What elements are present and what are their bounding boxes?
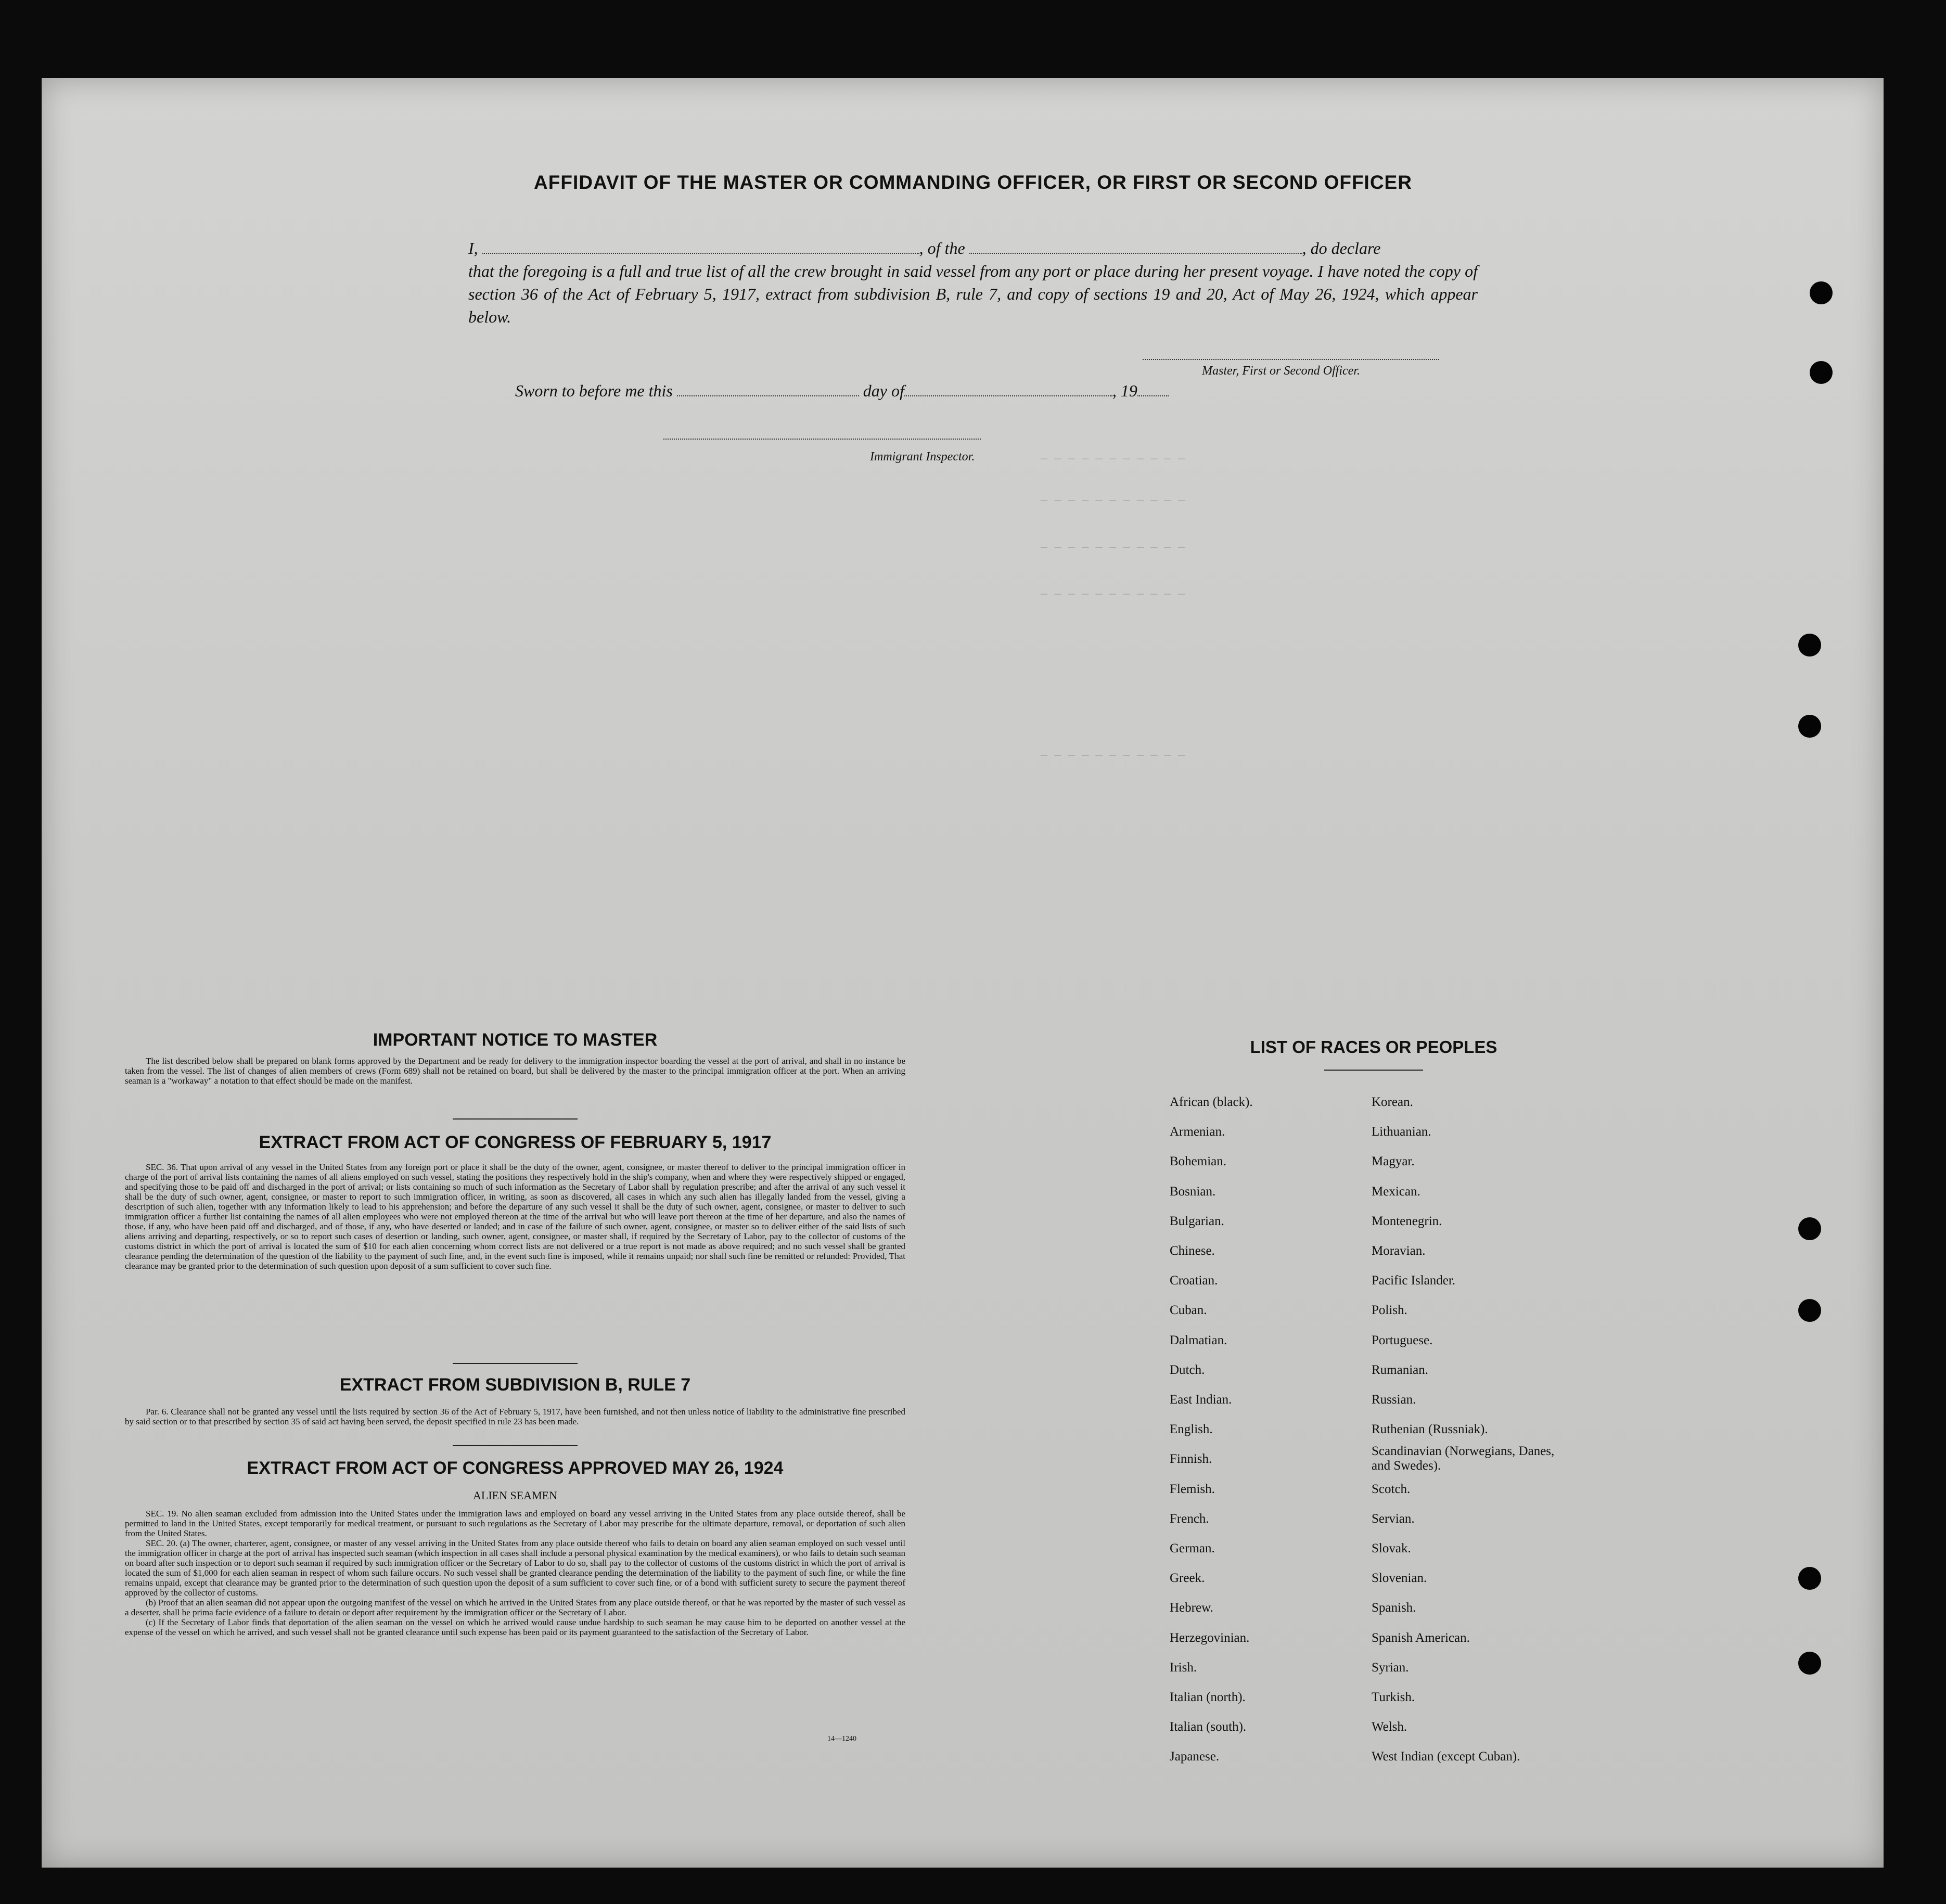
race-item: Portuguese.	[1372, 1333, 1433, 1347]
races-title: LIST OF RACES OR PEOPLES	[1250, 1037, 1497, 1057]
sworn-row	[515, 381, 1169, 401]
notice-paragraph: The list described below shall be prepared on blank forms approved by the Department and be ready for delivery to the immigration inspector boarding the vessel at the port of arrival, and shall in no instance be taken from the vessel. The list of changes of alien members of crews (Form 689) shall not be retained on board, but shall be delivered by the master to the principal immigration officer at the port. When an arriving seaman is a "workaway" a notation to that effect should be made on the manifest.	[125, 1056, 905, 1086]
race-item: Rumanian.	[1372, 1362, 1429, 1377]
race-item: Japanese.	[1170, 1749, 1220, 1764]
affidavit-body	[468, 237, 1478, 328]
divider	[453, 1363, 578, 1364]
act1924-sec20a: SEC. 20. (a) The owner, charterer, agent, consignee, or master of any vessel arriving in the United States from any place outside thereof who fails to detain on board any alien seaman employed on such vessel until the immigration officer in charge at the port of arrival has inspected such seaman (which inspection in all cases shall include a personal physical examination by the medical examiners), or who fails to detain such seaman on board after such inspection or to deport such seaman if required by such immigration officer or the Secretary of Labor to do so, shall pay to the collector of customs of the customs district in which the port of arrival is located the sum of $1,000 for each alien seaman in respect of whom such failure occurs. No such vessel shall be granted clearance pending the determination of the liability to the payment of such fine, or while the fine remains unpaid, except that clearance may be granted prior to the determination of such question upon the deposit of a sum sufficient to cover such fine, or of a bond with sufficient surety to secure the payment thereof approved by the collector of customs.	[125, 1538, 905, 1598]
vessel-field[interactable]	[969, 239, 1302, 254]
race-item: Armenian.	[1170, 1125, 1225, 1139]
race-item: Spanish American.	[1372, 1630, 1470, 1645]
race-item: Croatian.	[1170, 1273, 1218, 1288]
rule7-title: EXTRACT FROM SUBDIVISION B, RULE 7	[339, 1375, 691, 1395]
punch-hole	[1798, 634, 1821, 657]
act1924-subtitle: ALIEN SEAMEN	[473, 1489, 557, 1502]
races-left-column	[1170, 1087, 1253, 1772]
punch-hole	[1798, 1299, 1821, 1322]
race-item: Russian.	[1372, 1393, 1416, 1407]
race-item: Magyar.	[1372, 1154, 1415, 1169]
act1917-title: EXTRACT FROM ACT OF CONGRESS OF FEBRUARY 5, 1917	[259, 1133, 772, 1152]
race-item: Polish.	[1372, 1303, 1407, 1318]
name-field[interactable]	[482, 239, 919, 254]
race-item: West Indian (except Cuban).	[1372, 1749, 1520, 1764]
rule7-par6: Par. 6. Clearance shall not be granted any vessel until the lists required by section 36 of the Act of February 5, 1917, have been furnished, and not then unless notice of liability to the administrative fine prescribed by said section or to that prescribed by section 35 of said act having been served, the deposit specified in rule 23 has been made.	[125, 1407, 905, 1426]
punch-hole	[1810, 281, 1833, 304]
notice-title: IMPORTANT NOTICE TO MASTER	[373, 1030, 658, 1050]
race-item: Herzegovinian.	[1170, 1630, 1250, 1645]
race-item: Dalmatian.	[1170, 1333, 1227, 1347]
affidavit-i: I,	[468, 239, 478, 258]
race-item: Italian (north).	[1170, 1690, 1246, 1705]
act1917-sec36: SEC. 36. That upon arrival of any vessel in the United States from any foreign port or place it shall be the duty of the owner, agent, consignee, or master thereof to deliver to the principal immigration officer in charge of the port of arrival lists containing the names of all aliens employed on such vessel, stating the positions they respectively hold in the ship's company, when and where they were respectively shipped or engaged, and specifying those to be paid off and discharged in the port of arrival; or lists containing so much of such information as the Secretary of Labor shall by regulation prescribe; and after the arrival of any such vessel it shall be the duty of such owner, agent, consignee, or master to report to such immigration officer, in writing, as soon as discovered, all cases in which any such alien has illegally landed from the vessel, giving a description of such alien, together with any information likely to lead to his apprehension; and before the departure of any such vessel it shall be the duty of such owner, agent, consignee, or master to deliver to such immigration officer a further list containing the names of all alien employees who were not employed thereon at the time of the arrival but who will leave port thereon at the time of her departure, and also the names of those, if any, who have been paid off and discharged, and of those, if any, who have deserted or landed; and in case of the failure of such owner, agent, consignee, or master so to deliver either of the said lists of such aliens arriving and departing, respectively, or so to report such cases of desertion or landing, such owner, agent, consignee, or master shall, if required by the Secretary of Labor, pay to the collector of customs of the customs district in which the port of arrival is located the sum of $10 for each alien concerning whom correct lists are not delivered or a true report is not made as above required; and no such vessel shall be granted clearance pending the determination of the question of the liability to the payment of such fine, and, in the event such fine is imposed, while it remains unpaid; nor shall such fine be remitted or refunded: Provided, That clearance may be granted prior to the determination of such question upon deposit of a sum sufficient to cover such fine.	[125, 1162, 905, 1271]
divider	[1324, 1070, 1423, 1071]
race-item: Chinese.	[1170, 1244, 1215, 1258]
race-item: Slovak.	[1372, 1541, 1411, 1556]
race-item: Bohemian.	[1170, 1154, 1227, 1169]
race-item: Finnish.	[1170, 1452, 1212, 1466]
race-item: Spanish.	[1372, 1601, 1416, 1615]
rule7-text	[125, 1407, 905, 1426]
race-item: Flemish.	[1170, 1482, 1215, 1496]
form-number: 14—1240	[827, 1735, 856, 1743]
race-item: German.	[1170, 1541, 1215, 1556]
sworn-label: Sworn to before me this	[515, 381, 673, 400]
inspector-signature-line[interactable]	[663, 439, 981, 440]
day-of-label: day of	[863, 381, 904, 400]
race-item: Greek.	[1170, 1571, 1205, 1586]
race-item: Servian.	[1372, 1511, 1415, 1526]
race-item: Korean.	[1372, 1095, 1413, 1109]
punch-hole	[1798, 1217, 1821, 1240]
act1924-title: EXTRACT FROM ACT OF CONGRESS APPROVED MAY 26, 1924	[247, 1458, 784, 1478]
act1924-sec20c: (c) If the Secretary of Labor finds that deportation of the alien seaman on the vessel on which he arrived would cause undue hardship to such seaman he may cause him to be deported on another vessel at the expense of the vessel on which he arrived, and such vessel shall not be granted clearance until such expense has been paid or its payment guaranteed to the satisfaction of the Secretary of Labor.	[125, 1617, 905, 1637]
affidavit-do-declare: , do declare	[1302, 239, 1381, 258]
race-item: Dutch.	[1170, 1362, 1205, 1377]
race-item: Scotch.	[1372, 1482, 1411, 1496]
punch-hole	[1798, 1652, 1821, 1675]
race-item: Moravian.	[1372, 1244, 1426, 1258]
race-item: Mexican.	[1372, 1184, 1420, 1199]
race-item: Hebrew.	[1170, 1601, 1213, 1615]
bleed-through-text: — — — — — — — — — — —	[1041, 588, 1185, 601]
race-item: Italian (south).	[1170, 1720, 1247, 1734]
race-item: Ruthenian (Russniak).	[1372, 1422, 1488, 1437]
act1924-text	[125, 1509, 905, 1637]
punch-hole	[1798, 715, 1821, 738]
bleed-through-text: — — — — — — — — — — —	[1041, 749, 1185, 762]
affidavit-statement: that the foregoing is a full and true list of all the crew brought in said vessel from any port or place during her present voyage. I have noted the copy of section 36 of the Act of February 5, 1917, extract from subdivision B, rule 7, and copy of sections 19 and 20, Act of May 26, 1924, which appear below.	[468, 262, 1478, 326]
race-item: East Indian.	[1170, 1393, 1232, 1407]
bleed-through-text: — — — — — — — — — — —	[1041, 494, 1185, 507]
master-caption: Master, First or Second Officer.	[1202, 364, 1360, 378]
race-item: Lithuanian.	[1372, 1125, 1431, 1139]
act1924-sec19: SEC. 19. No alien seaman excluded from admission into the United States under the immigration laws and employed on board any vessel arriving in the United States from any place outside thereof, shall be permitted to land in the United States, except temporarily for medical treatment, or pursuant to such regulations as the Secretary of Labor may prescribe for the ultimate departure, removal, or deportation of such alien from the United States.	[125, 1509, 905, 1538]
inspector-caption: Immigrant Inspector.	[870, 450, 975, 464]
race-item: Bosnian.	[1170, 1184, 1216, 1199]
master-signature-line[interactable]	[1143, 359, 1439, 360]
race-item: French.	[1170, 1511, 1209, 1526]
race-item: Scandinavian (Norwegians, Danes, and Swedes).	[1372, 1444, 1555, 1473]
race-item: Bulgarian.	[1170, 1214, 1224, 1228]
year-label: , 19	[1112, 381, 1137, 400]
sworn-month-field[interactable]	[904, 382, 1112, 396]
race-item: Cuban.	[1170, 1303, 1207, 1318]
race-item: African (black).	[1170, 1095, 1253, 1109]
race-item: Slovenian.	[1372, 1571, 1427, 1586]
race-item: Irish.	[1170, 1660, 1197, 1675]
races-right-column	[1372, 1087, 1559, 1772]
sworn-year-field[interactable]	[1137, 382, 1169, 396]
divider	[453, 1118, 578, 1120]
bleed-through-text: — — — — — — — — — — —	[1041, 453, 1185, 466]
act1917-text	[125, 1162, 905, 1271]
race-item: Syrian.	[1372, 1660, 1409, 1675]
race-item: Montenegrin.	[1372, 1214, 1442, 1228]
race-item: Pacific Islander.	[1372, 1273, 1456, 1288]
race-item: English.	[1170, 1422, 1213, 1437]
divider	[453, 1445, 578, 1446]
sworn-day-field[interactable]	[677, 382, 859, 396]
punch-hole	[1810, 361, 1833, 384]
punch-hole	[1798, 1567, 1821, 1590]
bleed-through-text: — — — — — — — — — — —	[1041, 541, 1185, 554]
act1924-sec20b: (b) Proof that an alien seaman did not appear upon the outgoing manifest of the vessel on which he arrived in the United States from any place outside thereof, or that he was reported by the master of such vessel as a deserter, shall be prima facie evidence of a failure to detain or deport after requirement by the immigration officer or the Secretary of Labor.	[125, 1598, 905, 1617]
race-item: Welsh.	[1372, 1720, 1407, 1734]
affidavit-of-the: , of the	[919, 239, 965, 258]
notice-text	[125, 1056, 905, 1086]
race-item: Turkish.	[1372, 1690, 1415, 1705]
affidavit-title: AFFIDAVIT OF THE MASTER OR COMMANDING OFFICER, OR FIRST OR SECOND OFFICER	[534, 172, 1412, 193]
